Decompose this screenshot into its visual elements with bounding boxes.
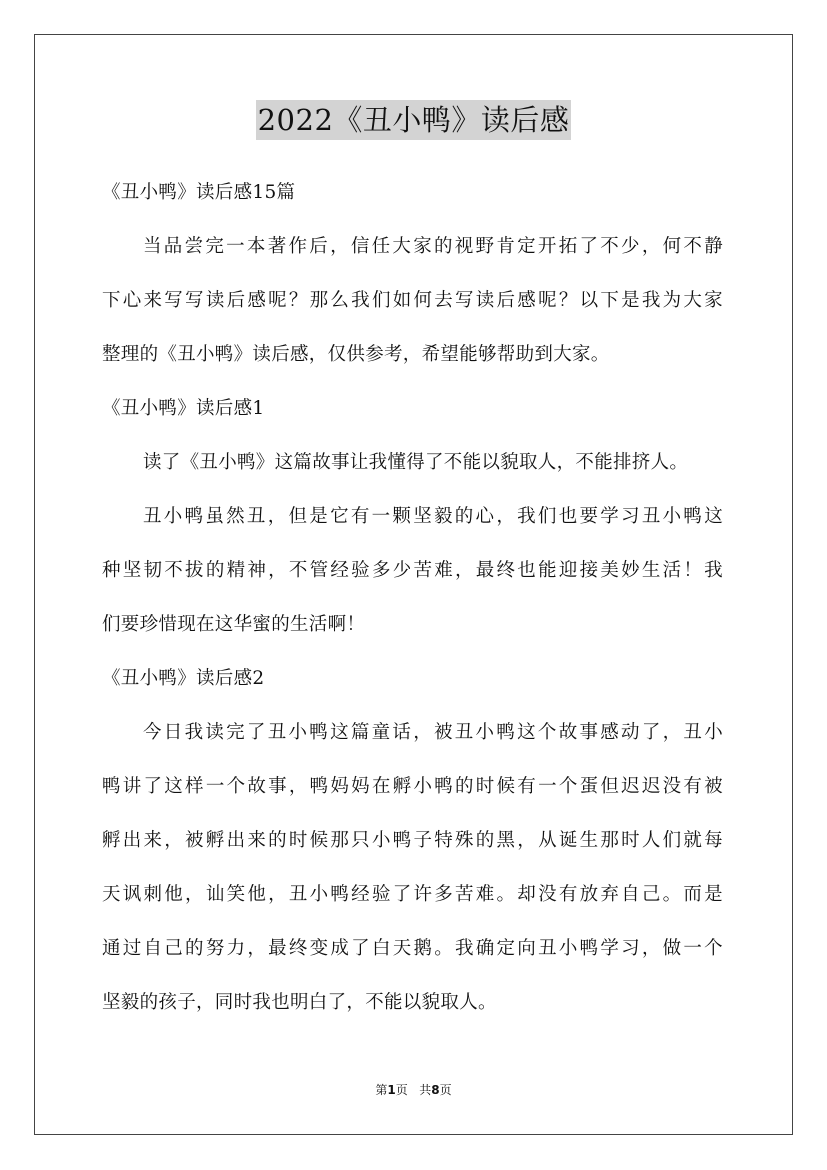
section-2-paragraph-1-line-5: 通过自己的努力，最终变成了白天鹅。我确定向丑小鸭学习，做一个 (102, 938, 723, 959)
section-1-heading: 《丑小鸭》读后感1 (102, 398, 265, 419)
intro-line-1: 当品尝完一本著作后，信任大家的视野肯定开拓了不少，何不静 (143, 236, 723, 257)
page-suffix: 页 (395, 1083, 408, 1097)
page-prefix: 第 (375, 1083, 388, 1097)
section-1-paragraph-2-line-3: 们要珍惜现在这华蜜的生活啊！ (102, 614, 366, 635)
total-prefix: 共 (419, 1083, 432, 1097)
page-title: 2022《丑小鸭》读后感 (256, 100, 572, 140)
total-pages: 8 (431, 1083, 440, 1097)
section-2-heading: 《丑小鸭》读后感2 (102, 668, 265, 689)
section-1-paragraph-1-line-1: 读了《丑小鸭》这篇故事让我懂得了不能以貌取人，不能排挤人。 (143, 452, 689, 473)
section-2-paragraph-1-line-2: 鸭讲了这样一个故事，鸭妈妈在孵小鸭的时候有一个蛋但迟迟没有被 (102, 776, 723, 797)
page-number: 1 (387, 1083, 396, 1097)
section-2-paragraph-1-line-1: 今日我读完了丑小鸭这篇童话，被丑小鸭这个故事感动了，丑小 (143, 722, 723, 743)
section-1-paragraph-2-line-2: 种坚韧不拔的精神，不管经验多少苦难，最终也能迎接美妙生活！我 (102, 560, 723, 581)
intro-line-3: 整理的《丑小鸭》读后感，仅供参考，希望能够帮助到大家。 (102, 344, 610, 365)
subtitle: 《丑小鸭》读后感15篇 (102, 182, 296, 203)
total-suffix: 页 (439, 1083, 452, 1097)
section-2-paragraph-1-line-3: 孵出来，被孵出来的时候那只小鸭子特殊的黑，从诞生那时人们就每 (102, 830, 723, 851)
section-1-paragraph-2-line-1: 丑小鸭虽然丑，但是它有一颗坚毅的心，我们也要学习丑小鸭这 (143, 506, 723, 527)
page-footer (0, 1082, 827, 1098)
title-container (0, 100, 827, 140)
intro-line-2: 下心来写写读后感呢？那么我们如何去写读后感呢？以下是我为大家 (102, 290, 723, 311)
section-2-paragraph-1-line-6: 坚毅的孩子，同时我也明白了，不能以貌取人。 (102, 992, 497, 1013)
section-2-paragraph-1-line-4: 天讽刺他，讪笑他，丑小鸭经验了许多苦难。却没有放弃自己。而是 (102, 884, 723, 905)
